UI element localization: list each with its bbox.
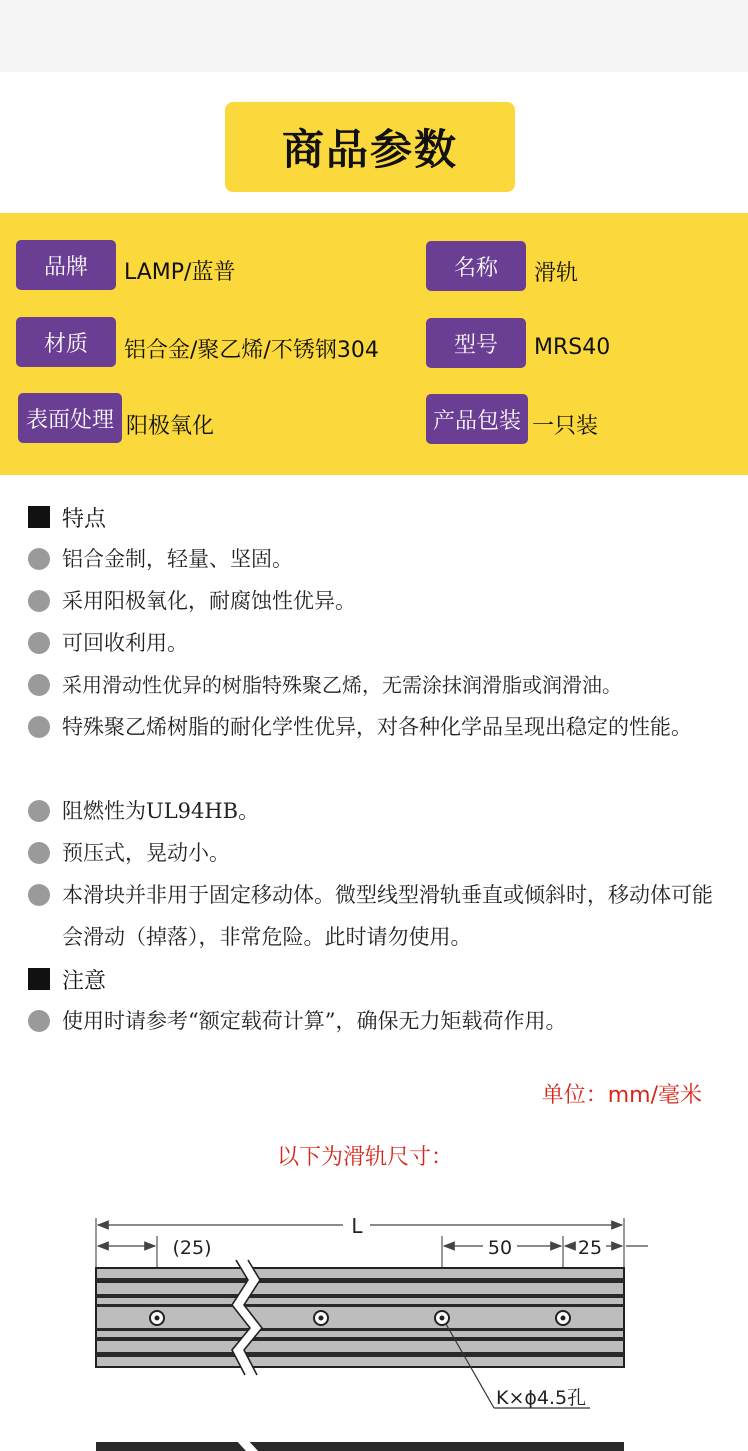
feature-item: 特殊聚乙烯树脂的耐化学性优异，对各种化学品呈现出稳定的性能。 — [62, 715, 692, 739]
bullet-icon — [28, 716, 50, 738]
end-offset-label: 25 — [577, 1237, 603, 1259]
rail-side-view — [96, 1442, 624, 1451]
param-value-brand: LAMP/蓝普 — [124, 260, 236, 285]
bullet-icon — [28, 1010, 50, 1032]
param-label-surface: 表面处理 — [18, 393, 122, 443]
rail-body — [96, 1268, 624, 1367]
param-value-name: 滑轨 — [534, 261, 579, 286]
feature-item: 采用滑动性优异的树脂特殊聚乙烯，无需涂抹润滑脂或润滑油。 — [62, 673, 622, 697]
param-value-packaging: 一只装 — [532, 414, 599, 439]
features-title: 特点 — [62, 506, 107, 532]
square-icon — [28, 506, 50, 528]
bullet-icon — [28, 884, 50, 906]
mounting-hole — [150, 1311, 164, 1325]
feature-item: 预压式，晃动小。 — [62, 841, 230, 865]
bullet-icon — [28, 590, 50, 612]
parameter-panel — [0, 213, 748, 475]
feature-item: 铝合金制，轻量、坚固。 — [62, 547, 293, 571]
pitch-label: 50 — [487, 1237, 513, 1259]
feature-item: 本滑块并非用于固定移动体。微型线型滑轨垂直或倾斜时，移动体可能会滑动（掉落），非常危险。此时请勿使用。 — [62, 883, 713, 949]
hole-label: K×ϕ4.5孔 — [496, 1387, 587, 1409]
param-label-material: 材质 — [16, 317, 116, 367]
bullet-icon — [28, 842, 50, 864]
bullet-icon — [28, 674, 50, 696]
bullet-icon — [28, 548, 50, 570]
page-title: 商品参数 — [225, 102, 515, 192]
param-label-packaging: 产品包装 — [426, 394, 528, 444]
mounting-hole — [435, 1311, 449, 1325]
feature-item: 阻燃性为UL94HB。 — [62, 799, 260, 823]
param-value-material: 铝合金/聚乙烯/不锈钢304 — [124, 338, 379, 363]
notes-title: 注意 — [62, 968, 107, 994]
bullet-icon — [28, 632, 50, 654]
notes-heading — [28, 966, 106, 992]
note-item: 使用时请参考“额定载荷计算”，确保无力矩载荷作用。 — [62, 1009, 567, 1033]
unit-label: 单位：mm/毫米 — [541, 1083, 702, 1108]
top-strip — [0, 0, 748, 72]
bullet-icon — [28, 800, 50, 822]
square-icon — [28, 968, 50, 990]
param-label-brand: 品牌 — [16, 240, 116, 290]
param-label-name: 名称 — [426, 241, 526, 291]
mounting-hole — [314, 1311, 328, 1325]
start-offset-label: (25) — [172, 1237, 212, 1259]
feature-item: 可回收利用。 — [62, 631, 188, 655]
param-label-model: 型号 — [426, 318, 526, 368]
feature-item: 采用阳极氧化，耐腐蚀性优异。 — [62, 589, 356, 613]
mounting-hole — [556, 1311, 570, 1325]
rail-dimension-drawing — [0, 1200, 748, 1451]
features-heading — [28, 504, 106, 530]
param-value-surface: 阳极氧化 — [126, 414, 215, 439]
length-label: L — [351, 1214, 363, 1238]
dimensions-title: 以下为滑轨尺寸： — [276, 1145, 453, 1170]
param-value-model: MRS40 — [534, 335, 611, 360]
